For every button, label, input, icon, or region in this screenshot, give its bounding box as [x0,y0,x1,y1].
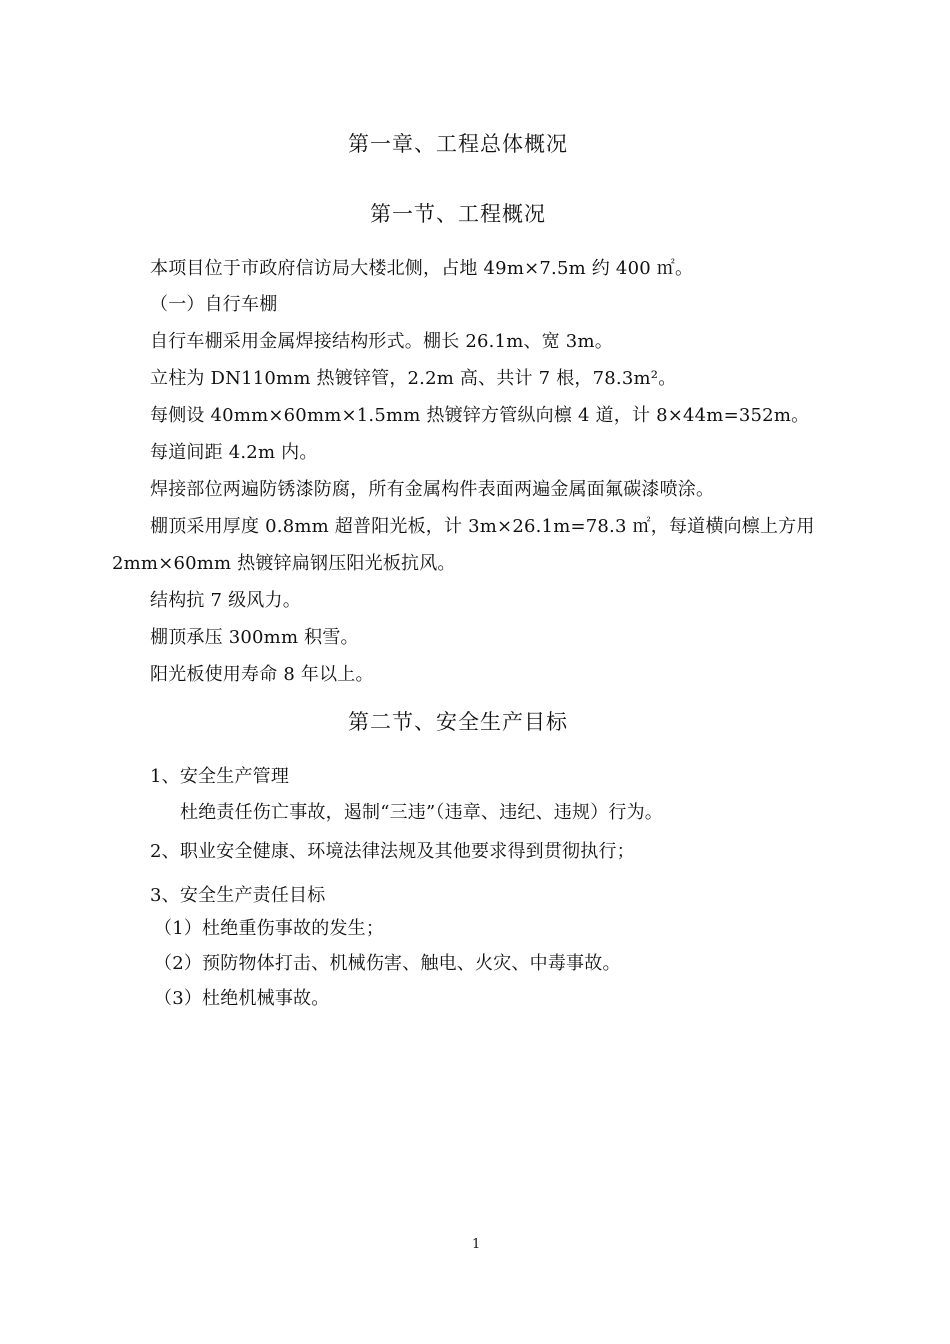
body-line: 结构抗 7 级风力。 [150,590,301,611]
list-item: （2）预防物体打击、机械伤害、触电、火灾、中毒事故。 [154,953,621,974]
list-item: （1）杜绝重伤事故的发生； [154,918,385,939]
body-line: 阳光板使用寿命 8 年以上。 [150,664,374,685]
list-item: （3）杜绝机械事故。 [154,988,330,1009]
intro-paragraph: 本项目位于市政府信访局大楼北侧，占地 49m×7.5m 约 400 ㎡。 [150,258,694,279]
body-line: 棚顶承压 300mm 积雪。 [150,627,359,648]
chapter-title: 第一章、工程总体概况 [348,132,568,156]
body-line: 2mm×60mm 热镀锌扁钢压阳光板抗风。 [112,553,456,574]
page-number: 1 [472,1237,481,1252]
body-line: 立柱为 DN110mm 热镀锌管，2.2m 高、共计 7 根，78.3m²。 [150,368,677,389]
subheading-bike-shed: （一）自行车棚 [150,294,278,315]
body-line: 每道间距 4.2m 内。 [150,442,318,463]
list-item: 杜绝责任伤亡事故，遏制“三违”（违章、违纪、违规）行为。 [180,802,664,823]
section-2-title: 第二节、安全生产目标 [348,710,568,734]
section-1-title: 第一节、工程概况 [370,202,546,226]
list-item: 2、职业安全健康、环境法律法规及其他要求得到贯彻执行； [150,841,635,862]
body-line: 棚顶采用厚度 0.8mm 超普阳光板，计 3m×26.1m=78.3 ㎡，每道横向檩上方用 [150,516,815,537]
list-item: 3、安全生产责任目标 [150,885,326,906]
body-line: 自行车棚采用金属焊接结构形式。棚长 26.1m、宽 3m。 [150,331,613,352]
body-line: 每侧设 40mm×60mm×1.5mm 热镀锌方管纵向檩 4 道，计 8×44m=352m。 [150,405,810,426]
body-line: 焊接部位两遍防锈漆防腐，所有金属构件表面两遍金属面氟碳漆喷涂。 [150,479,715,500]
list-item: 1、安全生产管理 [150,766,290,787]
